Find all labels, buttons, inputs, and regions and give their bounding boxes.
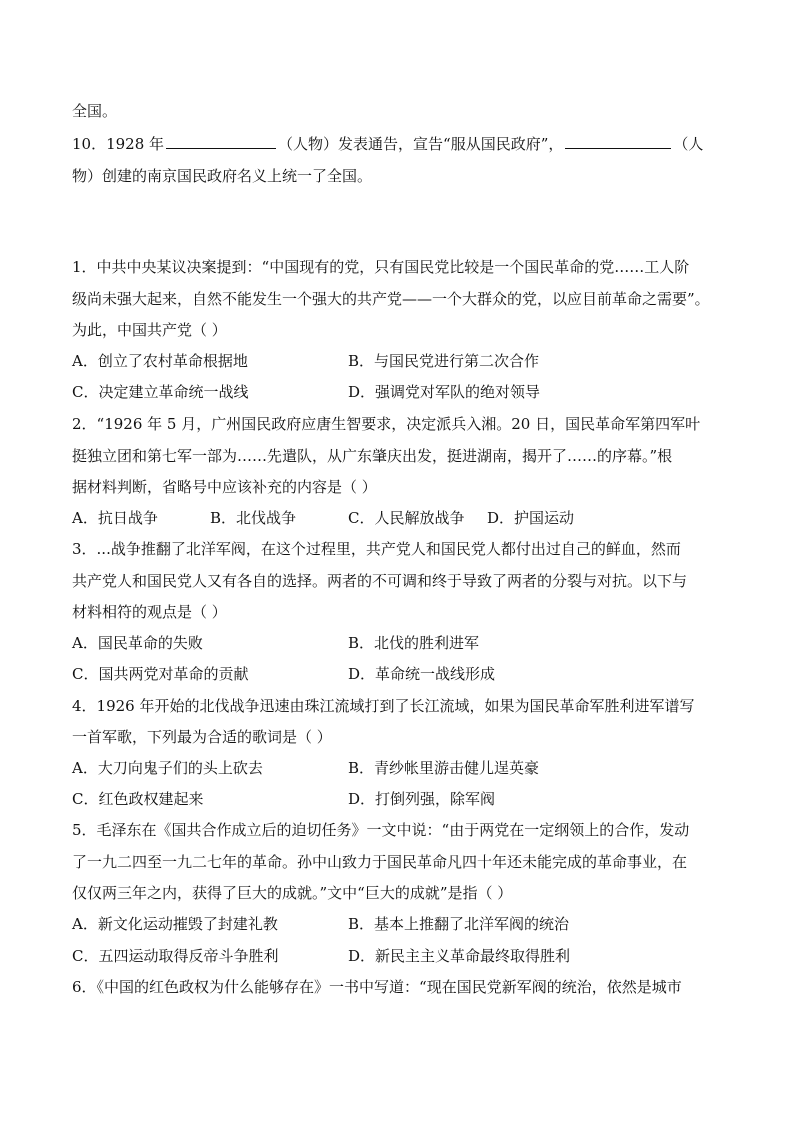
question-5-line-1: 5．毛泽东在《国共合作成立后的迫切任务》一文中说：“由于两党在一定纲领上的合作，发动 <box>72 821 690 839</box>
question-1-line-3: 为此，中国共产党（ ） <box>72 321 227 339</box>
question-10-part-2: （人物）发表通告，宣告“服从国民政府”， <box>278 135 564 153</box>
question-3-line-3: 材料相符的观点是（ ） <box>72 603 227 621</box>
question-10-line-1 <box>72 134 703 154</box>
question-4-option-c[interactable]: C．红色政权建起来 <box>72 790 204 808</box>
question-3-option-a[interactable]: A．国民革命的失败 <box>72 634 203 652</box>
question-3-line-2: 共产党人和国民党人又有各自的选择。两者的不可调和终于导致了两者的分裂与对抗。以下与 <box>72 572 688 590</box>
question-6-line-1: 6．《中国的红色政权为什么能够存在》一书中写道：“现在国民党新军阀的统治，依然是城市 <box>72 978 682 996</box>
question-4-line-1: 4．1926 年开始的北伐战争迅速由珠江流域打到了长江流域，如果为国民革命军胜利进军谱写 <box>72 697 695 715</box>
question-10-part-3: （人 <box>673 135 704 153</box>
question-2-option-b[interactable]: B．北伐战争 <box>210 509 297 527</box>
question-1-option-b[interactable]: B．与国民党进行第二次合作 <box>348 352 540 370</box>
question-4-line-2: 一首军歌，下列最为合适的歌词是（ ） <box>72 728 332 746</box>
question-2-option-a[interactable]: A．抗日战争 <box>72 509 158 527</box>
question-1-option-d[interactable]: D．强调党对军队的绝对领导 <box>348 383 541 401</box>
question-5-line-3: 仅仅两三年之内，获得了巨大的成就。”文中“巨大的成就”是指（ ） <box>72 884 513 902</box>
question-4-option-b[interactable]: B．青纱帐里游击健儿逞英豪 <box>348 759 540 777</box>
question-2-line-2: 挺独立团和第七军一部为……先遣队，从广东肇庆出发，挺进湖南，揭开了……的序幕。”根 <box>72 447 673 465</box>
question-2-line-1: 2．“1926 年 5 月，广州国民政府应唐生智要求，决定派兵入湘。20 日，国民革命军第四军叶 <box>72 415 701 433</box>
question-10-line-2: 物）创建的南京国民政府名义上统一了全国。 <box>72 167 373 185</box>
question-5-option-d[interactable]: D．新民主主义革命最终取得胜利 <box>348 947 571 965</box>
question-2-line-3: 据材料判断，省略号中应该补充的内容是（ ） <box>72 478 377 496</box>
prev-question-tail: 全国。 <box>72 102 118 120</box>
question-10-part-1: 10．1928 年 <box>72 135 165 153</box>
answer-blank-1[interactable] <box>166 134 276 149</box>
question-1-line-2: 级尚未强大起来，自然不能发生一个强大的共产党——一个大群众的党，以应目前革命之需要”。 <box>72 290 710 308</box>
question-1-line-1: 1．中共中央某议决案提到：“中国现有的党，只有国民党比较是一个国民革命的党……工人阶 <box>72 258 690 276</box>
question-3-option-d[interactable]: D．革命统一战线形成 <box>348 665 496 683</box>
question-4-option-d[interactable]: D．打倒列强，除军阀 <box>348 790 496 808</box>
question-4-option-a[interactable]: A．大刀向鬼子们的头上砍去 <box>72 759 263 777</box>
question-5-option-a[interactable]: A．新文化运动摧毁了封建礼教 <box>72 915 278 933</box>
question-5-line-2: 了一九二四至一九二七年的革命。孙中山致力于国民革命凡四十年还未能完成的革命事业，在 <box>72 853 688 871</box>
question-1-option-c[interactable]: C．决定建立革命统一战线 <box>72 383 249 401</box>
question-2-option-d[interactable]: D．护国运动 <box>487 509 575 527</box>
question-5-option-b[interactable]: B．基本上推翻了北洋军阀的统治 <box>348 915 570 933</box>
question-3-option-b[interactable]: B．北伐的胜利进军 <box>348 634 480 652</box>
question-1-option-a[interactable]: A．创立了农村革命根据地 <box>72 352 248 370</box>
question-3-line-1: 3．...战争推翻了北洋军阀，在这个过程里，共产党人和国民党人都付出过自己的鲜血，然而 <box>72 540 681 558</box>
question-2-option-c[interactable]: C．人民解放战争 <box>348 509 465 527</box>
question-5-option-c[interactable]: C．五四运动取得反帝斗争胜利 <box>72 947 279 965</box>
answer-blank-2[interactable] <box>565 134 671 149</box>
question-3-option-c[interactable]: C．国共两党对革命的贡献 <box>72 665 249 683</box>
